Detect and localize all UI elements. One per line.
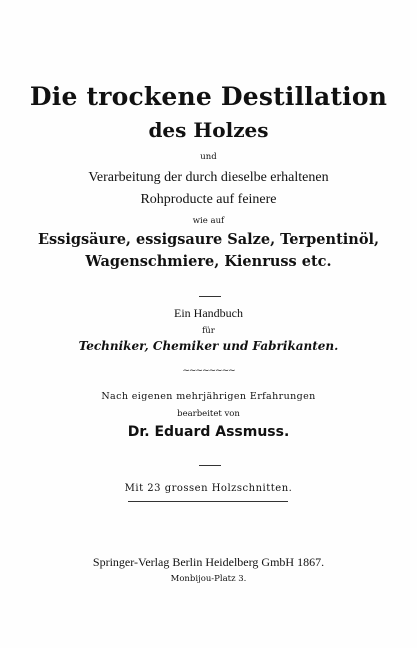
experience-line: Nach eigenen mehrjährigen Erfahrungen xyxy=(101,391,316,402)
wavy-ornament: ~~~~~~~~ xyxy=(182,366,235,376)
subtitle-line-1: Verarbeitung der durch dieselbe erhaltenen xyxy=(88,170,329,185)
underline-rule xyxy=(128,501,288,502)
edited-by-label: bearbeitet von xyxy=(177,409,240,419)
publisher-address: Monbijou-Platz 3. xyxy=(170,574,247,584)
connector-wie-auf: wie auf xyxy=(192,216,225,226)
publisher-line: Springer-Verlag Berlin Heidelberg GmbH 1867. xyxy=(92,555,325,569)
illustrations-note: Mit 23 grossen Holzschnitten. xyxy=(124,483,293,494)
audience-line: Techniker, Chemiker und Fabrikanten. xyxy=(78,339,339,353)
subtitle-line-2: Rohproducte auf feinere xyxy=(140,192,277,207)
connector-und: und xyxy=(200,152,217,162)
handbook-label: Ein Handbuch xyxy=(174,306,243,320)
divider-rule xyxy=(199,465,221,466)
title-line-1: Die trockene Destillation xyxy=(29,82,388,111)
author-name: Dr. Eduard Assmuss. xyxy=(127,424,290,440)
for-label: für xyxy=(202,326,215,336)
products-line-2: Wagenschmiere, Kienruss etc. xyxy=(85,253,332,270)
title-line-2: des Holzes xyxy=(148,118,269,142)
products-line-1: Essigsäure, essigsaure Salze, Terpentinöl, xyxy=(37,231,380,248)
divider-rule xyxy=(199,296,221,297)
